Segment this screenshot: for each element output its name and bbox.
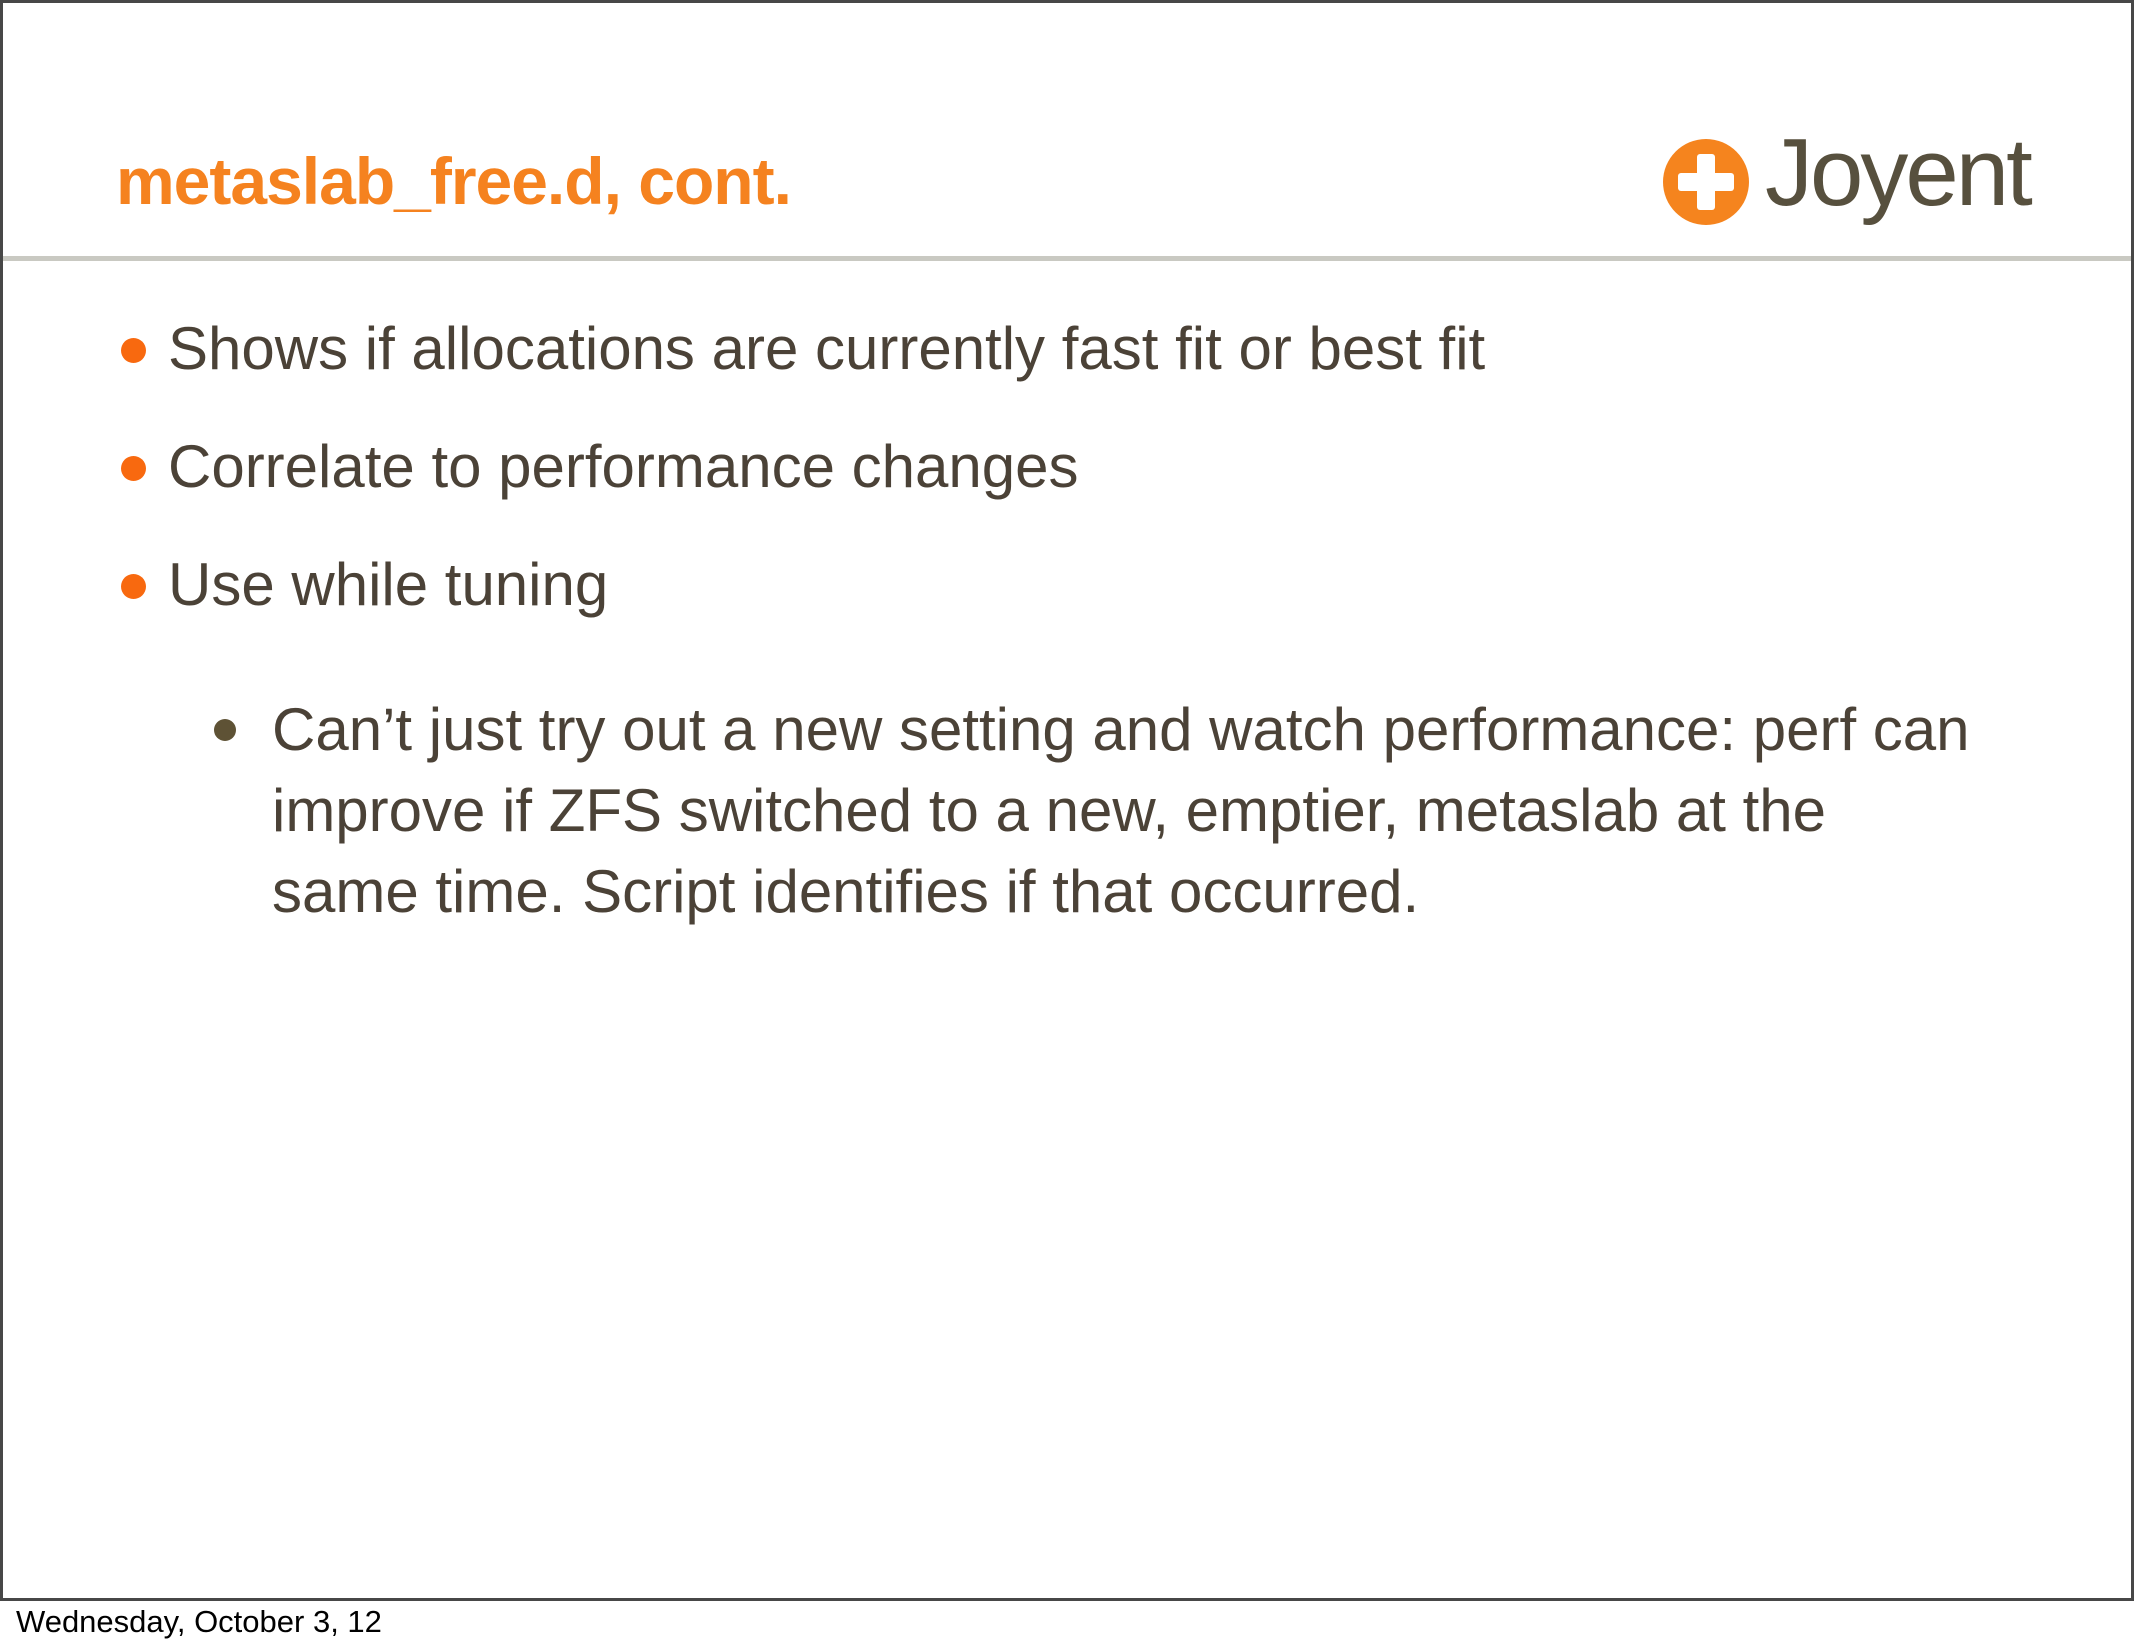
sub-bullet-text: Can’t just try out a new setting and watch performance: perf can improve if ZFS switched to a new, emptier, metaslab at the same time. Script identifies if that occurred. bbox=[272, 696, 1970, 925]
bullet-dot-icon bbox=[121, 338, 146, 363]
bullet-dot-icon bbox=[121, 456, 146, 481]
joyent-logo bbox=[1663, 119, 2030, 226]
bullet-list bbox=[116, 313, 2076, 932]
bullet-item bbox=[116, 313, 2076, 385]
slide-title: metaslab_free.d, cont. bbox=[116, 144, 791, 218]
plus-circle-icon bbox=[1663, 139, 1749, 225]
slide-header bbox=[3, 3, 2131, 256]
sub-bullet-item bbox=[214, 689, 2076, 932]
bullet-item bbox=[116, 431, 2076, 503]
slide-date-footer: Wednesday, October 3, 12 bbox=[16, 1604, 382, 1639]
bullet-item bbox=[116, 549, 2076, 621]
bullet-text: Shows if allocations are currently fast fit or best fit bbox=[168, 315, 1486, 382]
sub-bullet-dot-icon bbox=[214, 719, 236, 741]
joyent-logo-text: Joyent bbox=[1765, 119, 2030, 226]
bullet-text: Use while tuning bbox=[168, 551, 609, 618]
header-divider bbox=[3, 256, 2131, 261]
bullet-text: Correlate to performance changes bbox=[168, 433, 1079, 500]
bullet-dot-icon bbox=[121, 574, 146, 599]
